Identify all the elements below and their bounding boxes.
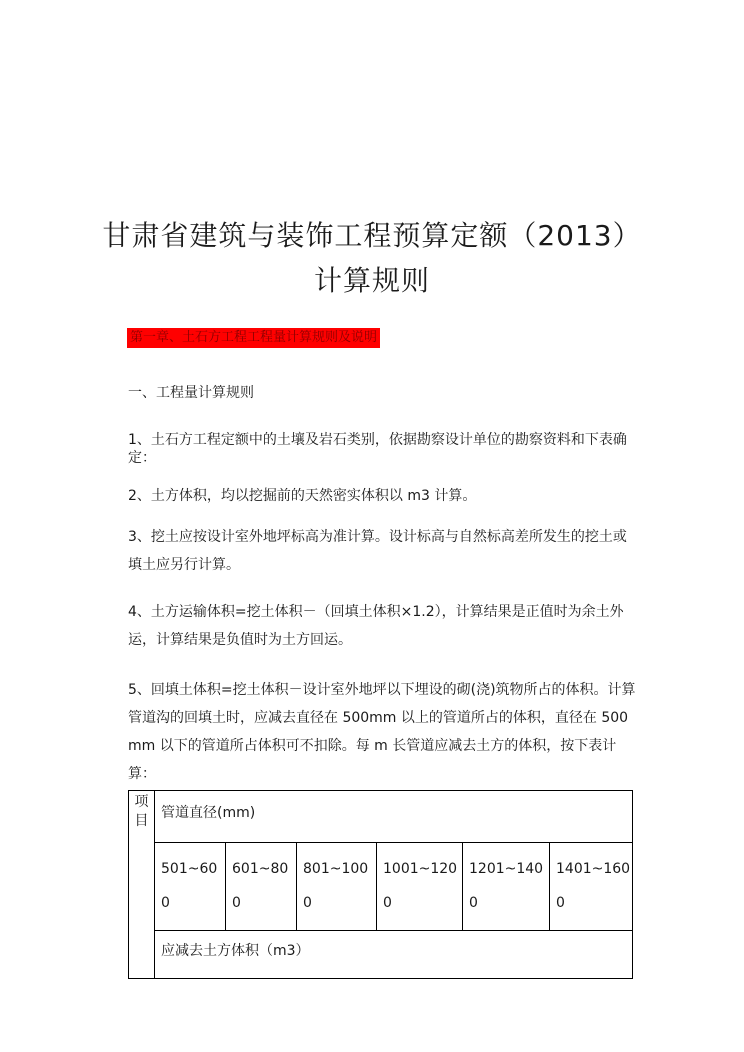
diameter-value: 1001~120 0 (383, 861, 458, 911)
table-row (129, 931, 633, 979)
volume-label: 应减去土方体积（m3） (161, 943, 310, 959)
document-subtitle: 计算规则 (313, 264, 430, 297)
diameter-cell (550, 843, 633, 931)
diameter-value: 1201~140 0 (469, 861, 544, 911)
volume-label-cell (155, 931, 633, 979)
rule-2: 2、土方体积，均以挖掘前的天然密实体积以 m3 计算。 (128, 488, 477, 504)
document-title: 甘肃省建筑与装饰工程预算定额（2013） (102, 219, 642, 252)
diameter-header-cell (155, 791, 633, 843)
diameter-cell (297, 843, 377, 931)
rule-1: 1、土石方工程定额中的土壤及岩石类别，依据勘察设计单位的勘察资料和下表确定： (128, 432, 627, 466)
item-label: 项 目 (134, 794, 149, 829)
diameter-cell (155, 843, 226, 931)
diameter-cell (226, 843, 297, 931)
diameter-value: 801~100 0 (303, 861, 369, 911)
diameter-value: 1401~160 0 (556, 861, 631, 911)
item-label-cell (129, 791, 155, 979)
rule-5: 5、回填土体积=挖土体积－设计室外地坪以下埋设的砌(浇)筑物所占的体积。计算管道沟的回填土时，应减去直径在 500mm 以上的管道所占的体积，直径在 500mm 以下的管道所占体积可不扣除。每 m 长管道应减去土方的体积，按下表计算： (128, 682, 636, 782)
section-heading: 一、工程量计算规则 (128, 385, 254, 401)
chapter-heading: 第一章、土石方工程工程量计算规则及说明 (127, 328, 380, 348)
diameter-value: 501~60 0 (161, 861, 218, 911)
rule-3: 3、挖土应按设计室外地坪标高为准计算。设计标高与自然标高差所发生的挖土或填土应另行计算。 (128, 529, 627, 573)
pipe-deduction-table (128, 790, 633, 979)
diameter-value: 601~80 0 (232, 861, 289, 911)
diameter-cell (463, 843, 550, 931)
rule-4: 4、土方运输体积=挖土体积－（回填土体积×1.2），计算结果是正值时为余土外运，计算结果是负值时为土方回运。 (128, 604, 624, 648)
table-row (129, 791, 633, 843)
diameter-cell (377, 843, 463, 931)
diameter-header: 管道直径(mm) (161, 805, 256, 821)
table-row (129, 843, 633, 931)
